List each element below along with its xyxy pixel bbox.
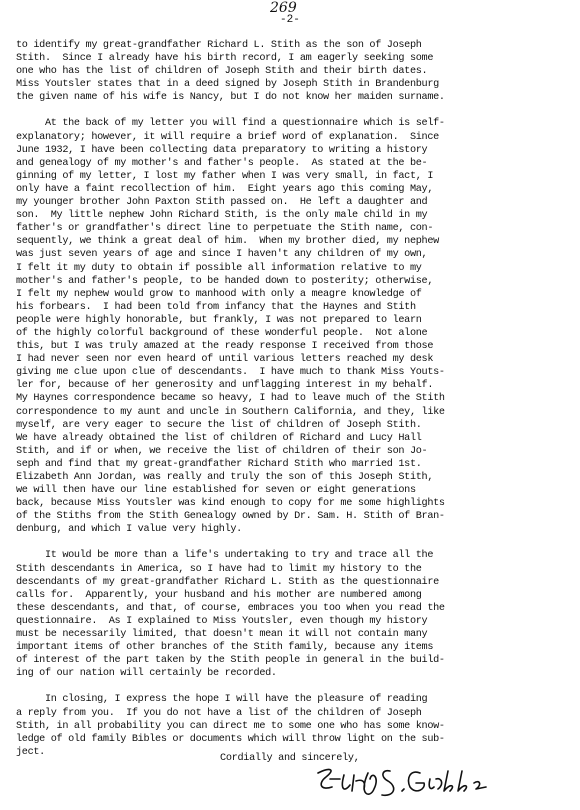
text-line: father's or grandfather's direct line to perpetuate the Stith name, con- [16,223,434,235]
text-line: the given name of his wife is Nancy, but I do not know her maiden surname. [16,92,445,104]
paragraph [16,549,566,680]
text-line: this, but I was truly amazed at the ready response I received from those [16,341,434,353]
text-line: I felt my nephew would grow to manhood with only a meagre knowledge of [16,288,422,300]
text-line: I felt it my duty to obtain if possible all information relative to my [16,262,422,274]
text-line: people were highly honorable, but frankly, I was not prepared to learn [16,314,422,326]
text-line: of the highly colorful background of these wonderful people. Not alone [16,327,428,339]
text-line: ject. [16,746,45,758]
text-line: ginning of my letter, I lost my father when I was very small, in fact, I [16,170,434,182]
closing-line: Cordially and sincerely, [220,753,360,764]
text-line: mother's and father's people, to be handed down to posterity; otherwise, [16,275,434,287]
text-line: a reply from you. If you do not have a list of the children of Joseph [16,707,422,719]
text-line: June 1932, I have been collecting data preparatory to writing a history [16,144,428,156]
signature-scribble [310,765,500,805]
text-line: sequently, we think a great deal of him. When my brother died, my nephew [16,236,439,248]
text-line: Stith descendants in America, so I have had to limit my history to the [16,563,422,575]
text-line: correspondence to my aunt and uncle in Southern California, and they, like [16,406,445,418]
text-line: was just seven years of age and since I haven't any children of my own, [16,249,428,261]
text-line: giving me clue upon clue of descendants. I have much to thank Miss Youts- [16,367,445,379]
paragraph [16,39,566,104]
paragraph [16,693,566,758]
text-line: calls for. Apparently, your husband and his mother are numbered among [16,589,422,601]
text-line: descendants of my great-grandfather Richard L. Stith as the questionnaire [16,576,439,588]
text-line: We have already obtained the list of children of Richard and Lucy Hall [16,432,422,444]
text-line: It would be more than a life's undertaking to try and trace all the [16,550,434,562]
text-line: Stith, in all probability you can direct me to some one who has some know- [16,720,445,732]
text-line: explanatory; however, it will require a brief word of explanation. Since [16,131,439,143]
text-line: ing of our nation will certainly be recorded. [16,668,277,680]
text-line: ledge of old family Bibles or documents which will throw light on the sub- [16,733,445,745]
text-line: questionnaire. As I explained to Miss Youtsler, even though my history [16,615,428,627]
text-line: seph and find that my great-grandfather Richard Stith who married 1st. [16,458,422,470]
text-line: must be necessarily limited, that doesn't mean it will not contain many [16,629,428,641]
text-line: ler for, because of her generosity and unflagging interest in my behalf. [16,380,434,392]
text-line: son. My little nephew John Richard Stith, is the only male child in my [16,210,428,222]
text-line: denburg, and which I value very highly. [16,524,242,536]
text-line: of interest of the part taken by the Stith people in general in the build- [16,655,445,667]
text-line: important items of other branches of the Stith family, because any items [16,642,434,654]
text-line: My Haynes correspondence became so heavy, I had to leave much of the Stith [16,393,445,405]
letter-body [16,39,566,759]
text-line: Miss Youtsler states that in a deed signed by Joseph Stith in Brandenburg [16,79,439,91]
page-number: 269 [270,0,297,16]
text-line: one who has the list of children of Joseph Stith and their birth dates. [16,66,428,78]
text-line: In closing, I express the hope I will have the pleasure of reading [16,694,428,706]
text-line: to identify my great-grandfather Richard L. Stith as the son of Joseph [16,40,422,51]
text-line: of the Stiths from the Stith Genealogy owned by Dr. Sam. H. Stith of Bran- [16,511,445,523]
text-line: my younger brother John Paxton Stith passed on. He left a daughter and [16,197,428,209]
text-line: I had never seen nor even heard of until various letters reached my desk [16,354,434,366]
text-line: Stith. Since I already have his birth record, I am eagerly seeking some [16,53,434,65]
text-line: we will then have our line established for seven or eight generations [16,485,416,497]
text-line: back, because Miss Youtsler was kind enough to copy for me some highlights [16,498,445,510]
text-line: only have a faint recollection of him. Eight years ago this coming May, [16,183,434,195]
handwritten-signature [310,765,500,805]
text-line: myself, are very eager to secure the list of children of Joseph Stith. [16,419,422,431]
paragraph [16,117,566,536]
page-sequence-marker: -2- [280,14,300,26]
text-line: Stith, and if or when, we receive the list of children of their son Jo- [16,445,428,457]
text-line: At the back of my letter you will find a questionnaire which is self- [16,118,445,130]
text-line: these descendants, and that, of course, embraces you too when you read the [16,602,445,614]
text-line: his forbears. I had been told from infancy that the Haynes and Stith [16,301,416,313]
text-line: and genealogy of my mother's and father's people. As stated at the be- [16,157,428,169]
text-line: Elizabeth Ann Jordan, was really and truly the son of this Joseph Stith, [16,472,434,483]
